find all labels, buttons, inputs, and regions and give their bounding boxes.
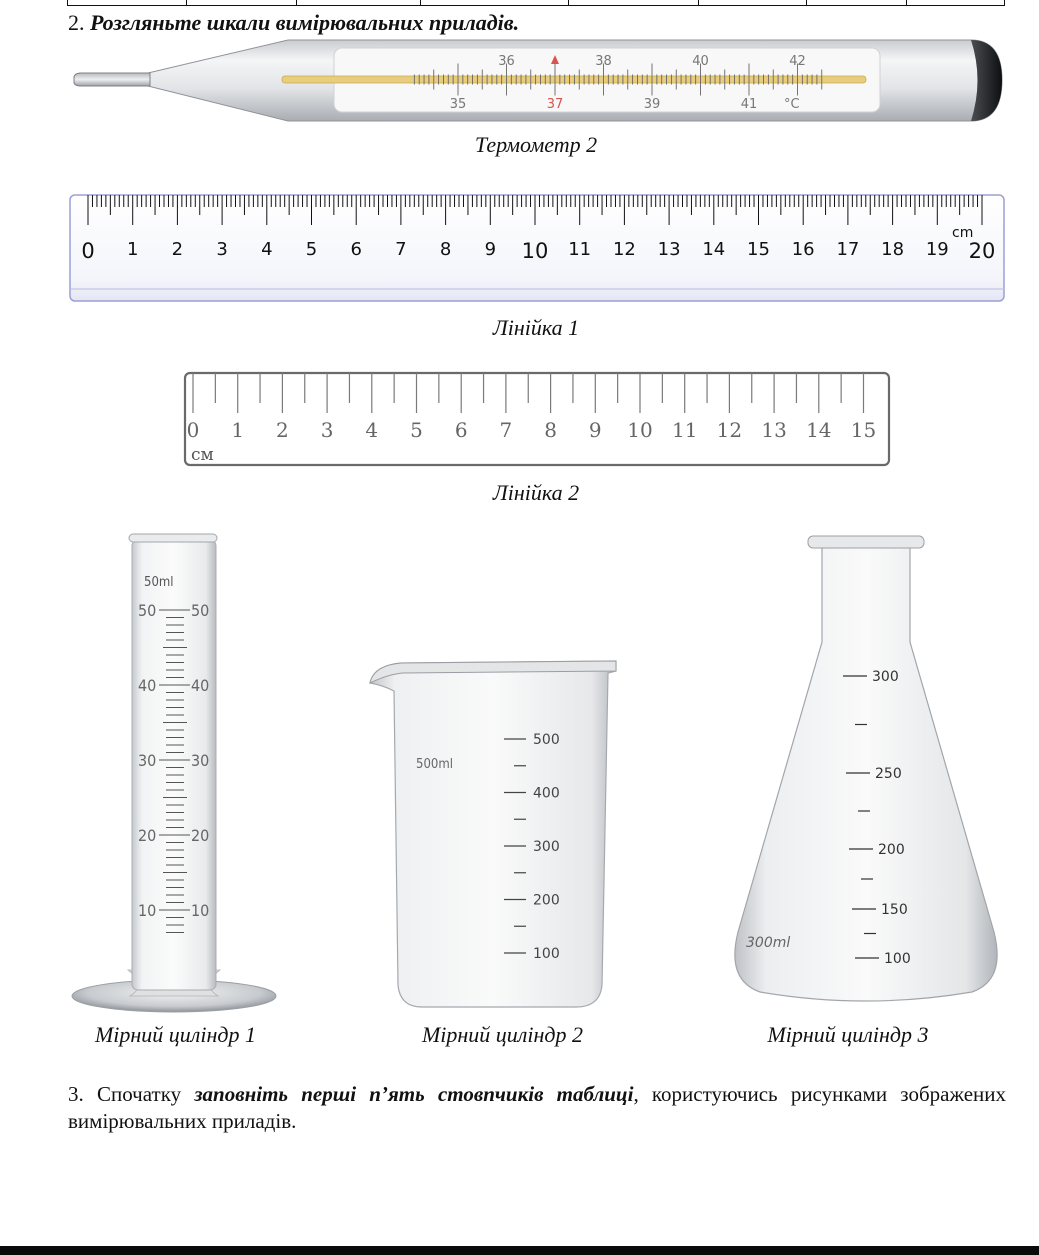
ruler-1-label: 4 <box>261 239 273 260</box>
cylinder-1-label-right: 10 <box>191 901 210 920</box>
cylinder-3-label: 300 <box>872 669 899 685</box>
cylinder-1-label-right: 50 <box>191 601 210 620</box>
page-bottom-edge <box>0 1246 1039 1255</box>
ruler-1-labels <box>81 239 995 263</box>
ruler-1-label: 3 <box>216 239 228 260</box>
cylinder-1-label-left: 10 <box>138 901 157 920</box>
ruler-1-label: 14 <box>702 239 726 260</box>
cylinder-1-label-right: 30 <box>191 751 210 770</box>
ruler-1-caption: Лінійка 1 <box>492 315 580 340</box>
thermometer-label-upper: 38 <box>595 54 612 69</box>
ruler-2-label: 8 <box>544 418 557 442</box>
thermometer-label-lower: 35 <box>449 97 467 112</box>
cylinder-1-label-right: 20 <box>191 826 210 845</box>
cylinder-1-label-left: 40 <box>138 676 157 695</box>
ruler-2-label: 14 <box>806 418 832 442</box>
cylinder-3-label: 150 <box>881 902 908 918</box>
thermometer-unit: °C <box>784 97 800 112</box>
ruler-2-label: 4 <box>365 418 379 442</box>
ruler-1-label: 13 <box>657 239 681 260</box>
thermometer-image <box>66 34 1010 130</box>
ruler-1-label: 9 <box>484 239 497 260</box>
ruler-2-label: 6 <box>454 418 468 442</box>
table-divider <box>698 0 699 5</box>
ruler-1-image <box>68 193 1008 305</box>
cylinder-1-volume: 50ml <box>144 575 174 590</box>
cylinder-1-label-left: 20 <box>138 826 157 845</box>
ruler-1-ticks <box>88 195 982 225</box>
thermometer-label-lower: 41 <box>740 97 758 112</box>
ruler-1-label: 17 <box>836 239 860 260</box>
ruler-1-label: 12 <box>612 239 636 260</box>
cylinder-3-label: 250 <box>875 766 902 782</box>
cylinder-2-caption: Мірний циліндр 2 <box>421 1022 584 1047</box>
ruler-1-label: 19 <box>925 239 949 260</box>
thermometer-caption: Термометр 2 <box>474 132 598 157</box>
ruler-2-label: 3 <box>320 418 334 442</box>
ruler-2-label: 5 <box>410 418 423 442</box>
task-3-text-before: Спочатку <box>96 1082 182 1106</box>
ruler-2-image <box>183 371 893 469</box>
task-3-number: 3. <box>68 1082 84 1106</box>
cylinder-3-volume: 300ml <box>746 935 791 951</box>
ruler-1-unit: cm <box>952 225 974 241</box>
graduated-cylinder-2-image <box>362 655 624 1015</box>
cylinder-2-label: 500 <box>533 732 560 748</box>
cylinder-2-label: 400 <box>533 785 560 802</box>
ruler-1-label: 5 <box>305 239 318 260</box>
ruler-1-label: 1 <box>126 239 139 260</box>
cylinder-1-label-left: 30 <box>138 751 157 770</box>
cylinder-2-label: 300 <box>533 839 560 855</box>
table-divider <box>296 0 297 5</box>
ruler-1-label: 7 <box>395 239 407 260</box>
previous-table-bottom <box>67 0 1005 6</box>
ruler-2-label: 7 <box>499 418 513 442</box>
task-2-title: Розгляньте шкали вимірювальних приладів. <box>90 10 520 35</box>
task-2-number: 2. <box>68 10 85 35</box>
cylinder-2-label: 200 <box>533 892 560 909</box>
ruler-2-label: 12 <box>716 418 743 442</box>
table-divider <box>568 0 569 5</box>
thermometer-label-upper: 40 <box>692 54 709 69</box>
cylinder-1-caption: Мірний циліндр 1 <box>94 1022 257 1047</box>
table-divider <box>906 0 907 5</box>
ruler-2-caption: Лінійка 2 <box>492 480 580 505</box>
ruler-2-label: 10 <box>627 418 653 442</box>
cylinder-2-label: 100 <box>533 946 560 962</box>
graduated-cylinder-3-image <box>722 532 1010 1017</box>
ruler-2-label: 2 <box>276 418 289 442</box>
ruler-1-label: 20 <box>968 239 996 263</box>
ruler-2-label: 11 <box>671 418 698 442</box>
ruler-1-label: 0 <box>81 239 95 263</box>
cylinder-1-label-left: 50 <box>138 601 157 620</box>
cylinder-3-caption: Мірний циліндр 3 <box>767 1022 929 1047</box>
ruler-2-label: 0 <box>186 418 200 442</box>
table-divider <box>806 0 807 5</box>
table-divider <box>186 0 187 5</box>
ruler-1-label: 18 <box>881 239 905 260</box>
thermometer-label-upper: 42 <box>789 54 806 69</box>
ruler-1-label: 15 <box>747 239 770 260</box>
ruler-1-label: 16 <box>791 239 815 260</box>
cylinder-2-volume: 500ml <box>416 757 453 772</box>
cylinder-3-label: 100 <box>884 951 911 967</box>
ruler-2-label: 9 <box>588 418 602 442</box>
ruler-1-label: 10 <box>521 239 549 263</box>
ruler-1-label: 8 <box>439 239 452 260</box>
task-3-paragraph <box>68 1081 1006 1135</box>
thermometer-label-lower: 37 <box>546 97 564 112</box>
ruler-2-label: 13 <box>761 418 787 442</box>
task-3-emphasis: заповніть перші п’ять стовпчиків таблиці <box>194 1082 634 1106</box>
cylinder-1-label-right: 40 <box>191 676 210 695</box>
thermometer-label-lower: 39 <box>643 97 661 112</box>
ruler-2-unit: см <box>191 445 214 465</box>
ruler-1-label: 6 <box>350 239 362 260</box>
ruler-1-label: 2 <box>171 239 184 260</box>
ruler-1-label: 11 <box>568 239 592 260</box>
task-2-heading <box>68 10 519 36</box>
cylinder-3-label: 200 <box>878 842 905 858</box>
ruler-2-label: 1 <box>231 418 245 442</box>
thermometer-label-upper: 36 <box>498 54 515 69</box>
table-divider <box>420 0 421 5</box>
task-3-text-after: , користуючись рисунками зображених вимірювальних приладів. <box>68 1082 1007 1133</box>
ruler-2-label: 15 <box>850 418 877 442</box>
graduated-cylinder-1-image <box>68 530 283 1015</box>
